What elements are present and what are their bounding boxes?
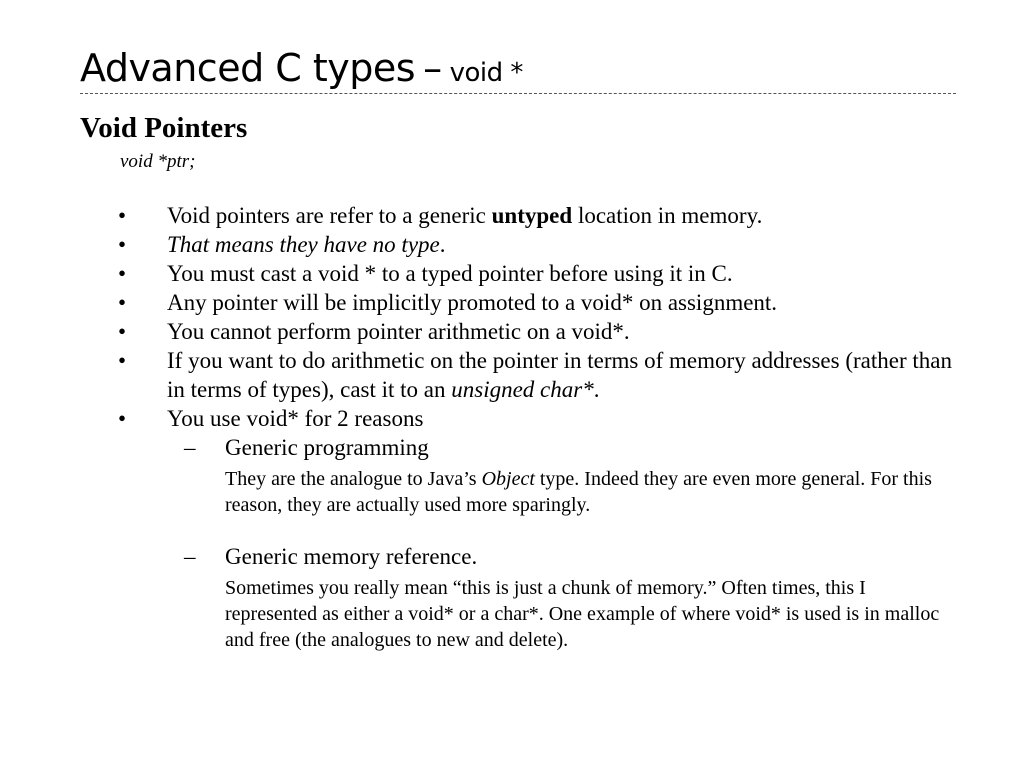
code-declaration: void *ptr; bbox=[120, 151, 196, 172]
bullet-text: Void pointers are refer to a generic bbox=[167, 203, 492, 228]
bullet-text: If you want to do arithmetic on the pointer in terms of memory addresses (rather than in terms of types), cast it to an bbox=[167, 348, 952, 402]
bullet-item bbox=[118, 404, 958, 653]
bullet-italic-text: That means they have no type bbox=[167, 232, 440, 257]
bullet-marker: • bbox=[118, 319, 127, 344]
slide-title-dash: – bbox=[423, 46, 442, 90]
bullet-item bbox=[118, 259, 958, 288]
bullet-text: Any pointer will be implicitly promoted to a void* on assignment. bbox=[167, 290, 778, 315]
section-heading: Void Pointers bbox=[80, 112, 248, 144]
bullet-item bbox=[118, 201, 958, 230]
bullet-marker: • bbox=[118, 290, 127, 315]
bullet-item bbox=[118, 346, 958, 404]
bullet-text: location in memory. bbox=[572, 203, 763, 228]
reason-item bbox=[167, 433, 958, 518]
bullet-text: You must cast a void * to a typed pointer before using it in C. bbox=[167, 261, 733, 286]
slide-title bbox=[80, 46, 523, 90]
bullet-marker: • bbox=[118, 232, 127, 257]
slide-title-text: Advanced C types bbox=[80, 46, 416, 90]
title-divider bbox=[80, 93, 956, 94]
note-text: They are the analogue to Java’s bbox=[225, 468, 482, 490]
bullet-bold-text: untyped bbox=[491, 203, 573, 228]
bullet-text: You use void* for 2 reasons bbox=[167, 406, 424, 431]
bullet-marker: • bbox=[118, 261, 127, 286]
reason-label: Generic memory reference. bbox=[225, 544, 478, 569]
sub-bullet-marker: – bbox=[184, 435, 196, 460]
slide-title-code: void * bbox=[449, 58, 523, 88]
bullet-item bbox=[118, 230, 958, 259]
bullet-text: You cannot perform pointer arithmetic on a void*. bbox=[167, 319, 630, 344]
sub-bullet-marker: – bbox=[184, 544, 196, 569]
note-italic-text: Object bbox=[481, 468, 535, 490]
reasons-list bbox=[167, 433, 958, 653]
bullet-marker: • bbox=[118, 406, 127, 431]
bullet-item bbox=[118, 288, 958, 317]
bullet-list bbox=[118, 201, 958, 653]
reason-note bbox=[225, 466, 958, 518]
bullet-text: . bbox=[593, 377, 600, 402]
note-text: type. Indeed they are even more general. For this reason, they are actually used more sparingly. bbox=[225, 468, 932, 516]
bullet-marker: • bbox=[118, 348, 127, 373]
bullet-marker: • bbox=[118, 203, 127, 228]
reason-item bbox=[167, 542, 958, 653]
reason-note: Sometimes you really mean “this is just a chunk of memory.” Often times, this I represented as either a void* or a char*. One example of where void* is used is in malloc and free (the analogues to new and delete). bbox=[225, 577, 940, 651]
bullet-item bbox=[118, 317, 958, 346]
bullet-italic-text: unsigned char* bbox=[451, 377, 594, 402]
reason-label: Generic programming bbox=[225, 435, 429, 460]
bullet-text: . bbox=[439, 232, 446, 257]
